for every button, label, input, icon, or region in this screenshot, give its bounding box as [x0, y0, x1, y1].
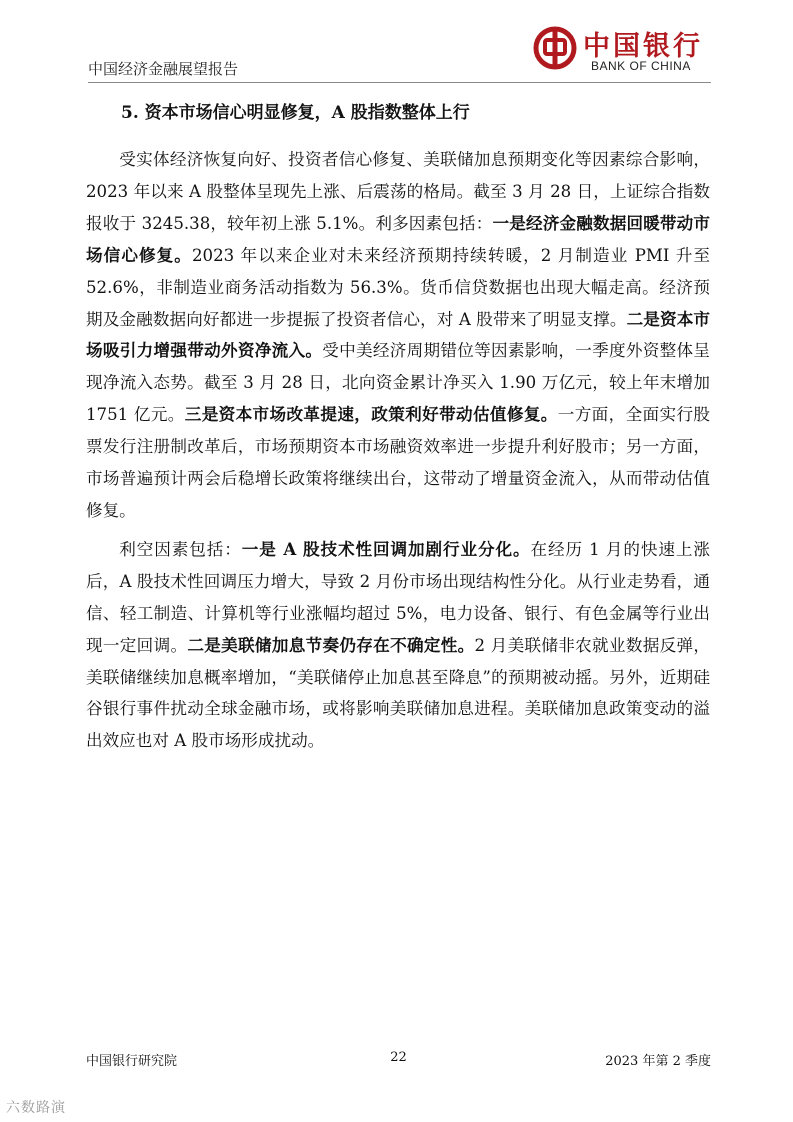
text-run: 2023 年以来企业对未来经济预期持续转暖，2 月制造业 PMI 升至 52.6%，非制造业商务活动指数为 56.3%。货币信贷数据也出现大幅走高。经济预期及金融数据向好都进一步提振了投资者信心，对 A 股带来了明显支撑。	[86, 245, 711, 329]
bank-logo	[533, 22, 711, 78]
text-run: 利空因素包括：	[119, 539, 242, 559]
page-footer	[86, 1050, 711, 1070]
logo-chinese-name: 中国银行	[583, 31, 703, 62]
bold-point: 一是 A 股技术性回调加剧行业分化。	[241, 538, 531, 559]
paragraph-bearish-factors	[86, 534, 710, 757]
footer-period: 2023 年第 2 季度	[605, 1054, 711, 1069]
body-text	[86, 144, 710, 764]
bold-point: 三是资本市场改革提速，政策利好带动估值修复。	[184, 404, 558, 425]
bank-of-china-emblem-icon	[533, 26, 577, 70]
page-number: 22	[390, 1050, 407, 1065]
section-heading: 5. 资本市场信心明显修复，A 股指数整体上行	[121, 103, 470, 123]
watermark: 六数路演	[6, 1100, 66, 1116]
bold-point: 二是资本市场吸引力增强带动外资净流入。	[86, 308, 711, 361]
footer-institution: 中国银行研究院	[86, 1054, 178, 1069]
text-run: 受实体经济恢复向好、投资者信心修复、美联储加息预期变化等因素综合影响，2023 年以来 A 股整体呈现先上涨、后震荡的格局。截至 3 月 28 日，上证综合指数报收于 3245.38，较年初上涨 5.1%。利多因素包括：	[86, 150, 710, 233]
report-title: 中国经济金融展望报告	[88, 60, 239, 78]
bold-point: 二是美联储加息节奏仍存在不确定性。	[187, 634, 475, 655]
text-run: 在经历 1 月的快速上涨后，A 股技术性回调压力增大，导致 2 月份市场出现结构性分化。从行业走势看，通信、轻工制造、计算机等行业涨幅均超过 5%，电力设备、银行、有色金属等行业出现一定回调。	[86, 539, 710, 655]
logo-english-name: BANK OF CHINA	[591, 59, 691, 73]
bold-point: 一是经济金融数据回暖带动市场信心修复。	[86, 212, 711, 265]
header-divider	[88, 82, 711, 83]
text-run: 一方面，全面实行股票发行注册制改革后，市场预期资本市场融资效率进一步提升利好股市；另一方面，市场普遍预计两会后稳增长政策将继续出台，这带动了增量资金流入，从而带动估值修复。	[86, 405, 711, 520]
text-run: 2 月美联储非农就业数据反弹，美联储继续加息概率增加，“美联储停止加息甚至降息”的预期被动摇。另外，近期硅谷银行事件扰动全球金融市场，或将影响美联储加息进程。美联储加息政策变动的溢出效应也对 A 股市场形成扰动。	[86, 635, 710, 751]
page-header	[88, 22, 711, 84]
paragraph-bullish-factors	[86, 144, 710, 527]
text-run: 受中美经济周期错位等因素影响，一季度外资整体呈现净流入态势。截至 3 月 28 日，北向资金累计净买入 1.90 万亿元，较上年末增加 1751 亿元。	[86, 341, 711, 425]
